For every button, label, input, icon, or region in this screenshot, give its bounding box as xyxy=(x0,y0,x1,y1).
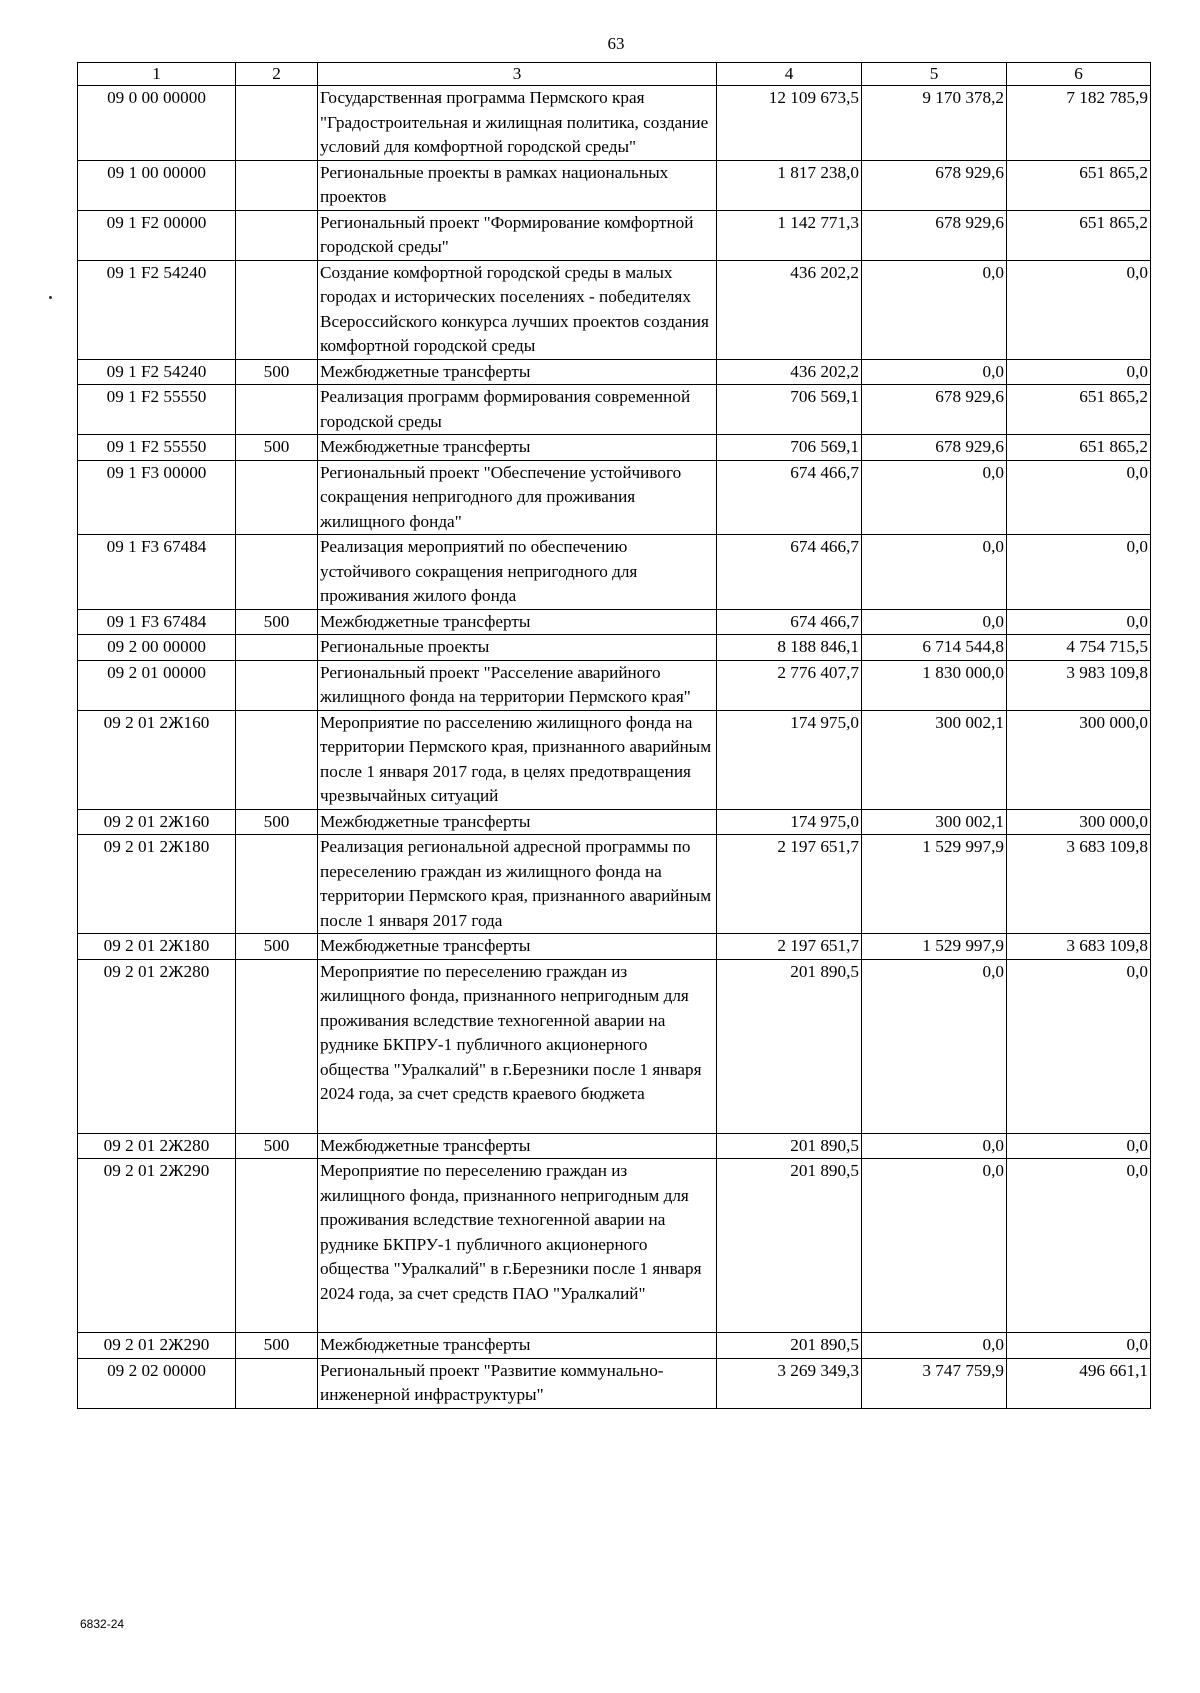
row-value-col6: 651 865,2 xyxy=(1007,435,1151,461)
row-value-col6: 3 683 109,8 xyxy=(1007,934,1151,960)
row-code: 09 2 01 2Ж160 xyxy=(78,809,236,835)
row-expense-type: 500 xyxy=(236,1333,318,1359)
row-expense-type xyxy=(236,210,318,260)
row-name: Мероприятие по переселению граждан из жилищного фонда, признанного непригодным для проживания вследствие техногенной аварии на руднике БКПРУ-1 публичного акционерного общества "Уралкалий" в г.Березники после 1 января 2024 года, за счет средств ПАО "Уралкалий" xyxy=(318,1159,717,1333)
table-row xyxy=(78,660,1151,710)
row-expense-type: 500 xyxy=(236,359,318,385)
budget-table xyxy=(77,62,1151,1409)
row-value-col5: 678 929,6 xyxy=(862,160,1007,210)
row-value-col5: 0,0 xyxy=(862,460,1007,535)
row-value-col5: 678 929,6 xyxy=(862,210,1007,260)
row-value-col6: 0,0 xyxy=(1007,260,1151,359)
row-value-col5: 678 929,6 xyxy=(862,435,1007,461)
row-name: Региональный проект "Формирование комфортной городской среды" xyxy=(318,210,717,260)
row-value-col4: 8 188 846,1 xyxy=(717,635,862,661)
table-row xyxy=(78,359,1151,385)
row-name: Региональный проект "Развитие коммунально-инженерной инфраструктуры" xyxy=(318,1358,717,1408)
row-value-col4: 706 569,1 xyxy=(717,385,862,435)
row-value-col6: 0,0 xyxy=(1007,1133,1151,1159)
row-value-col4: 174 975,0 xyxy=(717,710,862,809)
row-value-col4: 3 269 349,3 xyxy=(717,1358,862,1408)
table-row xyxy=(78,210,1151,260)
row-value-col6: 3 683 109,8 xyxy=(1007,835,1151,934)
row-value-col4: 2 776 407,7 xyxy=(717,660,862,710)
table-row xyxy=(78,435,1151,461)
row-expense-type: 500 xyxy=(236,1133,318,1159)
row-value-col5: 0,0 xyxy=(862,535,1007,610)
row-code: 09 1 F2 00000 xyxy=(78,210,236,260)
row-expense-type xyxy=(236,1358,318,1408)
row-value-col4: 12 109 673,5 xyxy=(717,86,862,161)
row-name: Региональные проекты xyxy=(318,635,717,661)
row-name: Межбюджетные трансферты xyxy=(318,1333,717,1359)
row-code: 09 1 F2 55550 xyxy=(78,385,236,435)
row-value-col4: 436 202,2 xyxy=(717,359,862,385)
row-value-col5: 3 747 759,9 xyxy=(862,1358,1007,1408)
row-value-col4: 1 817 238,0 xyxy=(717,160,862,210)
row-value-col4: 706 569,1 xyxy=(717,435,862,461)
row-name: Региональный проект "Обеспечение устойчивого сокращения непригодного для проживания жилищного фонда" xyxy=(318,460,717,535)
table-row xyxy=(78,535,1151,610)
row-expense-type: 500 xyxy=(236,809,318,835)
row-expense-type xyxy=(236,460,318,535)
row-value-col6: 300 000,0 xyxy=(1007,710,1151,809)
row-code: 09 2 00 00000 xyxy=(78,635,236,661)
row-name: Мероприятие по расселению жилищного фонда на территории Пермского края, признанного аварийным после 1 января 2017 года, в целях предотвращения чрезвычайных ситуаций xyxy=(318,710,717,809)
row-code: 09 2 01 2Ж180 xyxy=(78,835,236,934)
row-value-col4: 674 466,7 xyxy=(717,535,862,610)
row-expense-type: 500 xyxy=(236,934,318,960)
document-code: 6832-24 xyxy=(80,1617,125,1631)
table-row xyxy=(78,835,1151,934)
table-row xyxy=(78,609,1151,635)
row-name: Межбюджетные трансферты xyxy=(318,435,717,461)
table-row xyxy=(78,809,1151,835)
table-row xyxy=(78,934,1151,960)
row-name: Межбюджетные трансферты xyxy=(318,359,717,385)
row-value-col6: 0,0 xyxy=(1007,1333,1151,1359)
row-value-col4: 1 142 771,3 xyxy=(717,210,862,260)
row-value-col5: 9 170 378,2 xyxy=(862,86,1007,161)
row-value-col4: 201 890,5 xyxy=(717,959,862,1133)
row-code: 09 1 F2 54240 xyxy=(78,359,236,385)
row-name: Мероприятие по переселению граждан из жилищного фонда, признанного непригодным для проживания вследствие техногенной аварии на руднике БКПРУ-1 публичного акционерного общества "Уралкалий" в г.Березники после 1 января 2024 года, за счет средств краевого бюджета xyxy=(318,959,717,1133)
row-value-col4: 2 197 651,7 xyxy=(717,934,862,960)
row-name: Межбюджетные трансферты xyxy=(318,1133,717,1159)
row-value-col6: 300 000,0 xyxy=(1007,809,1151,835)
row-expense-type xyxy=(236,710,318,809)
row-value-col6: 0,0 xyxy=(1007,959,1151,1133)
row-code: 09 2 01 2Ж280 xyxy=(78,959,236,1133)
row-value-col6: 0,0 xyxy=(1007,609,1151,635)
row-value-col5: 0,0 xyxy=(862,959,1007,1133)
table-header-row xyxy=(78,63,1151,86)
row-code: 09 2 01 2Ж160 xyxy=(78,710,236,809)
page-number: 63 xyxy=(607,34,625,53)
row-name: Региональный проект "Расселение аварийного жилищного фонда на территории Пермского края" xyxy=(318,660,717,710)
row-value-col5: 1 830 000,0 xyxy=(862,660,1007,710)
column-header: 4 xyxy=(717,63,862,86)
row-value-col6: 651 865,2 xyxy=(1007,210,1151,260)
row-value-col6: 651 865,2 xyxy=(1007,385,1151,435)
row-expense-type xyxy=(236,160,318,210)
row-name: Межбюджетные трансферты xyxy=(318,809,717,835)
row-expense-type xyxy=(236,660,318,710)
row-name: Межбюджетные трансферты xyxy=(318,934,717,960)
row-code: 09 2 01 2Ж290 xyxy=(78,1333,236,1359)
column-header: 1 xyxy=(78,63,236,86)
row-code: 09 1 00 00000 xyxy=(78,160,236,210)
row-code: 09 2 01 2Ж290 xyxy=(78,1159,236,1333)
row-value-col5: 6 714 544,8 xyxy=(862,635,1007,661)
row-value-col6: 0,0 xyxy=(1007,535,1151,610)
row-expense-type xyxy=(236,260,318,359)
row-code: 09 2 01 2Ж180 xyxy=(78,934,236,960)
row-name: Создание комфортной городской среды в малых городах и исторических поселениях - победителях Всероссийского конкурса лучших проектов создания комфортной городской среды xyxy=(318,260,717,359)
table-row xyxy=(78,710,1151,809)
row-name: Межбюджетные трансферты xyxy=(318,609,717,635)
column-header: 2 xyxy=(236,63,318,86)
row-name: Реализация региональной адресной программы по переселению граждан из жилищного фонда на территории Пермского края, признанного аварийным после 1 января 2017 года xyxy=(318,835,717,934)
row-value-col6: 0,0 xyxy=(1007,359,1151,385)
row-code: 09 1 F2 55550 xyxy=(78,435,236,461)
row-expense-type xyxy=(236,835,318,934)
row-value-col4: 674 466,7 xyxy=(717,609,862,635)
row-value-col6: 0,0 xyxy=(1007,460,1151,535)
row-code: 09 2 01 00000 xyxy=(78,660,236,710)
row-expense-type xyxy=(236,385,318,435)
row-code: 09 1 F2 54240 xyxy=(78,260,236,359)
row-code: 09 1 F3 00000 xyxy=(78,460,236,535)
row-name: Государственная программа Пермского края "Градостроительная и жилищная политика, создание условий для комфортной городской среды" xyxy=(318,86,717,161)
column-header: 5 xyxy=(862,63,1007,86)
row-value-col4: 174 975,0 xyxy=(717,809,862,835)
row-code: 09 2 01 2Ж280 xyxy=(78,1133,236,1159)
row-value-col4: 674 466,7 xyxy=(717,460,862,535)
row-code: 09 1 F3 67484 xyxy=(78,535,236,610)
row-expense-type xyxy=(236,959,318,1133)
row-value-col4: 201 890,5 xyxy=(717,1159,862,1333)
row-expense-type xyxy=(236,535,318,610)
column-header: 6 xyxy=(1007,63,1151,86)
row-value-col4: 201 890,5 xyxy=(717,1333,862,1359)
table-row xyxy=(78,1333,1151,1359)
table-row xyxy=(78,86,1151,161)
row-value-col6: 651 865,2 xyxy=(1007,160,1151,210)
table-row xyxy=(78,1358,1151,1408)
table-row xyxy=(78,260,1151,359)
row-expense-type xyxy=(236,635,318,661)
row-value-col5: 1 529 997,9 xyxy=(862,934,1007,960)
row-name: Реализация программ формирования современной городской среды xyxy=(318,385,717,435)
row-value-col5: 300 002,1 xyxy=(862,809,1007,835)
row-value-col4: 201 890,5 xyxy=(717,1133,862,1159)
row-value-col5: 300 002,1 xyxy=(862,710,1007,809)
table-row xyxy=(78,1159,1151,1333)
row-name: Региональные проекты в рамках национальных проектов xyxy=(318,160,717,210)
scan-speck xyxy=(49,296,52,299)
row-code: 09 0 00 00000 xyxy=(78,86,236,161)
row-value-col5: 0,0 xyxy=(862,359,1007,385)
row-value-col4: 436 202,2 xyxy=(717,260,862,359)
row-value-col5: 678 929,6 xyxy=(862,385,1007,435)
table-row xyxy=(78,160,1151,210)
row-value-col4: 2 197 651,7 xyxy=(717,835,862,934)
row-value-col5: 0,0 xyxy=(862,1333,1007,1359)
row-value-col6: 7 182 785,9 xyxy=(1007,86,1151,161)
table-row xyxy=(78,1133,1151,1159)
row-expense-type xyxy=(236,86,318,161)
row-code: 09 2 02 00000 xyxy=(78,1358,236,1408)
row-value-col6: 4 754 715,5 xyxy=(1007,635,1151,661)
row-code: 09 1 F3 67484 xyxy=(78,609,236,635)
row-value-col5: 1 529 997,9 xyxy=(862,835,1007,934)
row-expense-type: 500 xyxy=(236,609,318,635)
row-value-col6: 3 983 109,8 xyxy=(1007,660,1151,710)
row-expense-type xyxy=(236,1159,318,1333)
row-expense-type: 500 xyxy=(236,435,318,461)
row-name: Реализация мероприятий по обеспечению устойчивого сокращения непригодного для проживания жилого фонда xyxy=(318,535,717,610)
table-row xyxy=(78,635,1151,661)
row-value-col6: 496 661,1 xyxy=(1007,1358,1151,1408)
row-value-col5: 0,0 xyxy=(862,1133,1007,1159)
column-header: 3 xyxy=(318,63,717,86)
table-row xyxy=(78,385,1151,435)
row-value-col5: 0,0 xyxy=(862,609,1007,635)
row-value-col5: 0,0 xyxy=(862,1159,1007,1333)
table-row xyxy=(78,460,1151,535)
row-value-col6: 0,0 xyxy=(1007,1159,1151,1333)
table-row xyxy=(78,959,1151,1133)
row-value-col5: 0,0 xyxy=(862,260,1007,359)
